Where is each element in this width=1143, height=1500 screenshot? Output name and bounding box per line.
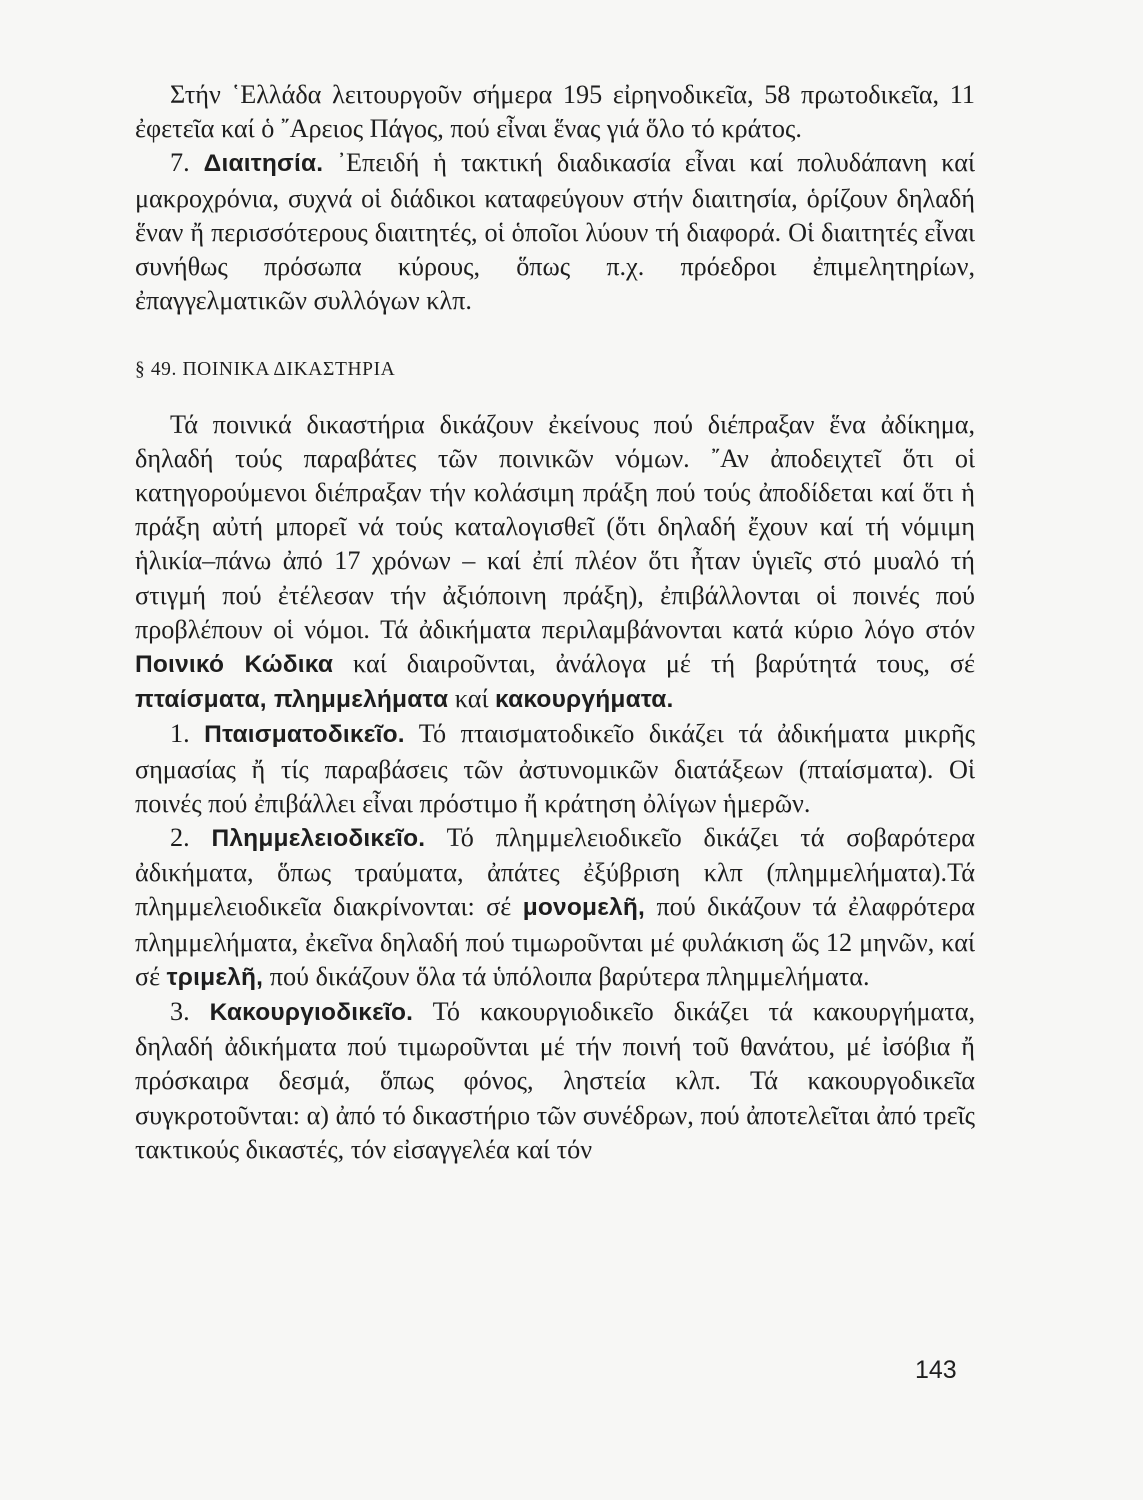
single-member-term: μονομελῆ,: [522, 894, 646, 922]
body-text: [135, 78, 975, 1167]
offense-types-term: πταίσματα, πλημμελήματα: [135, 686, 449, 714]
felony-court-heading: Κακουργιοδικεῖο.: [209, 999, 414, 1027]
arbitration-heading: Διαιτησία.: [203, 150, 324, 178]
paragraph-courts-count: Στήν ῾Ελλάδα λειτουργοῦν σήμερα 195 εἰρηνοδικεῖα, 58 πρωτοδικεῖα, 11 ἐφετεῖα καί ὁ ῎Αρειος Πάγος, πού εἶναι ἕνας γιά ὅλο τό κράτος.: [135, 80, 975, 144]
paragraph-petty-court: 1. Πταισματοδικεῖο. Τό πταισματοδικεῖο δικάζει τά ἀδικήματα μικρῆς σημασίας ἤ τίς παραβάσεις τῶν ἀστυνομικῶν διατάξεων (πταίσματα). Οἱ ποινές πού ἐπιβάλλει εἶναι πρόστιμο ἤ κράτηση ὀλίγων ἡμερῶν.: [135, 719, 976, 818]
paragraph-criminal-courts: Τά ποινικά δικαστήρια δικάζουν ἐκείνους πού διέπραξαν ἕνα ἀδίκημα, δηλαδή τούς παραβάτες τῶν ποινικῶν νόμων. ῎Αν ἀποδειχτεῖ ὅτι οἱ κατηγορούμενοι διέπραξαν τήν κολάσιμη πράξη πού τούς ἀποδίδεται καί ὅτι ἡ πράξη αὐτή μπορεῖ νά τούς καταλογισθεῖ (ὅτι δηλαδή ἔχουν καί τή νόμιμη ἡλικία–πάνω ἀπό 17 χρόνων – καί ἐπί πλέον ὅτι ἦταν ὑγιεῖς στό μυαλό τή στιγμή πού ἐτέλεσαν τήν ἀξιόποινη πράξη), ἐπιβάλλονται οἱ ποινές πού προβλέπουν οἱ νόμοι. Τά ἀδικήματα περιλαμβάνονται κατά κύριο λόγο στόν Ποινικό Κώδικα καί διαιροῦνται, ἀνάλογα μέ τή βαρύτητά τους, σέ πταίσματα, πλημμελήματα καί κακουργήματα.: [135, 409, 975, 714]
page-number: 143: [915, 1356, 957, 1384]
paragraph-misdemeanor-court: 2. Πλημμελειοδικεῖο. Τό πλημμελειοδικεῖο δικάζει τά σοβαρότερα ἀδικήματα, ὅπως τραύματα, ἀπάτες ἐξύβριση κλπ (πλημμελήματα).Τά πλημμελειοδικεῖα διακρίνονται: σέ μονομελῆ, πού δικάζουν τά ἐλαφρότερα πλημμελήματα, ἐκεῖνα δηλαδή πού τιμωροῦνται μέ φυλάκιση ὥς 12 μηνῶν, καί σέ τριμελῆ, πού δικάζουν ὅλα τά ὑπόλοιπα βαρύτερα πλημμελήματα.: [135, 823, 976, 991]
misdemeanor-court-heading: Πλημμελειοδικεῖο.: [211, 825, 426, 853]
petty-court-heading: Πταισματοδικεῖο.: [204, 721, 405, 749]
penal-code-term: Ποινικό Κώδικα: [135, 651, 334, 679]
paragraph-arbitration: 7. Διαιτησία. ᾽Επειδή ἡ τακτική διαδικασία εἶναι καί πολυδάπανη καί μακροχρόνια, συχνά οἱ διάδικοι καταφεύγουν στήν διαιτησία, ὁρίζουν δηλαδή ἕναν ἤ περισσότερους διαιτητές, οἱ ὁποῖοι λύουν τή διαφορά. Οἱ διαιτητές εἶναι συνήθως πρόσωπα κύρους, ὅπως π.χ. πρόεδροι ἐπιμελητηρίων, ἐπαγγελματικῶν συλλόγων κλπ.: [135, 148, 976, 316]
three-member-term: τριμελῆ,: [166, 963, 264, 991]
paragraph-felony-court: 3. Κακουργιοδικεῖο. Τό κακουργιοδικεῖο δικάζει τά κακουργήματα, δηλαδή ἀδικήματα πού τιμωροῦνται μέ τήν ποινή τοῦ θανάτου, μέ ἰσόβια ἤ πρόσκαιρα δεσμά, ὅπως φόνος, ληστεία κλπ. Τά κακουργοδικεῖα συγκροτοῦνται: α) ἀπό τό δικαστήριο τῶν συνέδρων, πού ἀποτελεῖται ἀπό τρεῖς τακτικούς δικαστές, τόν εἰσαγγελέα καί τόν: [135, 997, 975, 1164]
section-heading: § 49. ΠΟΙΝΙΚΑ ΔΙΚΑΣΤΗΡΙΑ: [135, 359, 396, 381]
felonies-term: κακουργήματα.: [495, 686, 674, 714]
